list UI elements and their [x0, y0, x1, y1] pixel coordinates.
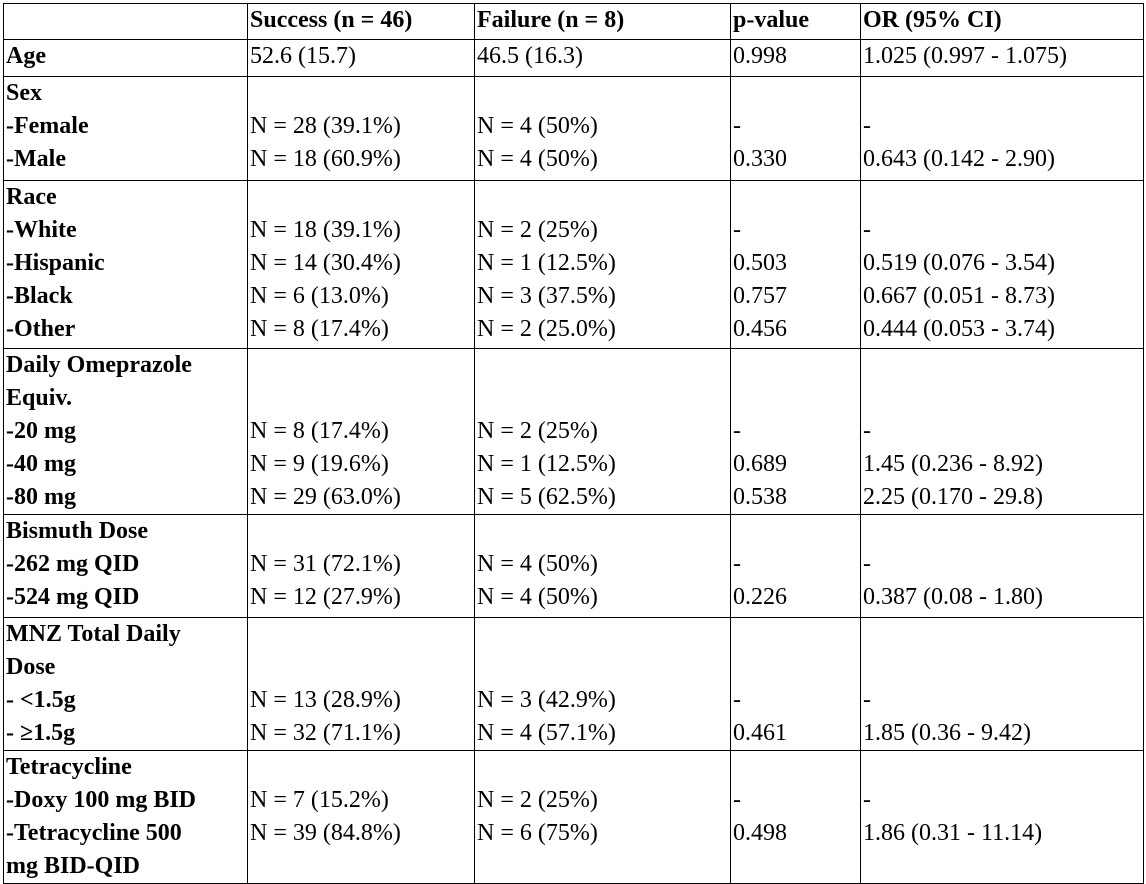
success-value: N = 8 (17.4%) [250, 316, 389, 342]
failure-value [477, 382, 728, 415]
odds-ratio-value [863, 751, 1141, 784]
label-line: Equiv. [6, 385, 73, 411]
table-row-omeprazole [4, 349, 1144, 515]
success-value: N = 9 (19.6%) [250, 451, 389, 477]
label-line: - <1.5g [6, 687, 76, 713]
row-label [4, 181, 248, 349]
odds-ratio-value: - [863, 687, 871, 713]
odds-ratio-value: 0.643 (0.142 - 2.90) [863, 146, 1055, 172]
label-line: Tetracycline [6, 754, 132, 780]
odds-ratio-value: 1.85 (0.36 - 9.42) [863, 720, 1031, 746]
success-cell [248, 349, 475, 515]
header-odds-ratio: OR (95% CI) [861, 4, 1144, 40]
label-line: -Other [6, 316, 76, 342]
failure-value [477, 751, 728, 784]
label-line: Dose [6, 654, 56, 680]
odds-ratio-value: 0.519 (0.076 - 3.54) [863, 250, 1055, 276]
odds-ratio-value: - [863, 113, 871, 139]
table-row-age [4, 40, 1144, 77]
header-row [4, 4, 1144, 40]
success-cell [248, 515, 475, 618]
label-line: -Black [6, 283, 73, 309]
label-line: - ≥1.5g [6, 720, 76, 746]
failure-value: N = 5 (62.5%) [477, 484, 616, 510]
success-cell [248, 40, 475, 77]
label-line: -Male [6, 146, 66, 172]
p-value: - [733, 217, 741, 243]
row-label [4, 40, 248, 77]
failure-value: N = 4 (50%) [477, 113, 598, 139]
p-value: 0.757 [733, 283, 787, 309]
odds-ratio-value: 2.25 (0.170 - 29.8) [863, 484, 1043, 510]
p-value-cell [731, 77, 861, 181]
p-value-cell [731, 751, 861, 884]
row-label [4, 751, 248, 884]
success-value: N = 29 (63.0%) [250, 484, 401, 510]
header-p-value: p-value [731, 4, 861, 40]
p-value: 0.998 [733, 43, 787, 69]
odds-ratio-cell [861, 618, 1144, 751]
failure-cell [475, 181, 731, 349]
success-cell [248, 77, 475, 181]
p-value [733, 618, 858, 651]
odds-ratio-value: 0.387 (0.08 - 1.80) [863, 584, 1043, 610]
label-line: Age [6, 43, 46, 69]
failure-value [477, 618, 728, 651]
success-value: N = 7 (15.2%) [250, 787, 389, 813]
failure-cell [475, 349, 731, 515]
failure-cell [475, 40, 731, 77]
odds-ratio-value [863, 651, 1141, 684]
success-cell [248, 618, 475, 751]
p-value: - [733, 551, 741, 577]
p-value: 0.498 [733, 820, 787, 846]
p-value [733, 850, 858, 883]
success-value: N = 6 (13.0%) [250, 283, 389, 309]
label-line: -262 mg QID [6, 551, 140, 577]
header-success: Success (n = 46) [248, 4, 475, 40]
failure-value: N = 1 (12.5%) [477, 250, 616, 276]
odds-ratio-value: - [863, 787, 871, 813]
label-line: Daily Omeprazole [6, 352, 192, 378]
failure-value: N = 3 (42.9%) [477, 687, 616, 713]
success-value [250, 77, 472, 110]
label-line: mg BID-QID [6, 853, 141, 879]
odds-ratio-value [863, 850, 1141, 883]
odds-ratio-value: 1.45 (0.236 - 8.92) [863, 451, 1043, 477]
failure-cell [475, 77, 731, 181]
label-line: Sex [6, 80, 42, 106]
failure-cell [475, 751, 731, 884]
success-value: N = 8 (17.4%) [250, 418, 389, 444]
odds-ratio-value [863, 349, 1141, 382]
odds-ratio-cell [861, 77, 1144, 181]
success-value: N = 13 (28.9%) [250, 687, 401, 713]
p-value: - [733, 113, 741, 139]
odds-ratio-cell [861, 40, 1144, 77]
p-value: 0.689 [733, 451, 787, 477]
p-value [733, 515, 858, 548]
failure-value [477, 651, 728, 684]
success-value [250, 515, 472, 548]
failure-value [477, 349, 728, 382]
p-value [733, 181, 858, 214]
p-value: 0.226 [733, 584, 787, 610]
odds-ratio-value: 0.667 (0.051 - 8.73) [863, 283, 1055, 309]
success-value: N = 14 (30.4%) [250, 250, 401, 276]
failure-value: N = 2 (25.0%) [477, 316, 616, 342]
success-cell [248, 751, 475, 884]
failure-value [477, 850, 728, 883]
p-value: 0.461 [733, 720, 787, 746]
failure-value: N = 2 (25%) [477, 418, 598, 444]
failure-cell [475, 515, 731, 618]
failure-value: N = 6 (75%) [477, 820, 598, 846]
success-value [250, 382, 472, 415]
p-value-cell [731, 181, 861, 349]
label-line: -20 mg [6, 418, 76, 444]
failure-value: N = 4 (50%) [477, 551, 598, 577]
odds-ratio-value [863, 515, 1141, 548]
failure-value: N = 1 (12.5%) [477, 451, 616, 477]
p-value: - [733, 687, 741, 713]
odds-ratio-value [863, 618, 1141, 651]
odds-ratio-value [863, 77, 1141, 110]
odds-ratio-value: - [863, 217, 871, 243]
odds-ratio-value: 1.025 (0.997 - 1.075) [863, 43, 1067, 69]
failure-value: N = 2 (25%) [477, 787, 598, 813]
row-label [4, 618, 248, 751]
p-value: 0.330 [733, 146, 787, 172]
row-label [4, 77, 248, 181]
odds-ratio-cell [861, 751, 1144, 884]
label-line: Race [6, 184, 57, 210]
p-value-cell [731, 349, 861, 515]
table-row-mnz [4, 618, 1144, 751]
odds-ratio-value: - [863, 418, 871, 444]
odds-ratio-cell [861, 181, 1144, 349]
results-table-container [3, 3, 1143, 879]
p-value-cell [731, 40, 861, 77]
p-value: 0.538 [733, 484, 787, 510]
success-cell [248, 181, 475, 349]
p-value [733, 651, 858, 684]
odds-ratio-value: - [863, 551, 871, 577]
success-value: N = 39 (84.8%) [250, 820, 401, 846]
p-value [733, 751, 858, 784]
success-value: N = 12 (27.9%) [250, 584, 401, 610]
success-value [250, 651, 472, 684]
p-value-cell [731, 515, 861, 618]
failure-value: N = 4 (57.1%) [477, 720, 616, 746]
header-variable [4, 4, 248, 40]
success-value: N = 32 (71.1%) [250, 720, 401, 746]
failure-value [477, 515, 728, 548]
label-line: -524 mg QID [6, 584, 140, 610]
odds-ratio-cell [861, 349, 1144, 515]
table-row-race [4, 181, 1144, 349]
odds-ratio-value: 0.444 (0.053 - 3.74) [863, 316, 1055, 342]
success-value [250, 751, 472, 784]
label-line: -White [6, 217, 77, 243]
failure-value: N = 4 (50%) [477, 584, 598, 610]
results-table [3, 3, 1144, 884]
odds-ratio-value: 1.86 (0.31 - 11.14) [863, 820, 1043, 846]
label-line: MNZ Total Daily [6, 621, 181, 647]
success-value [250, 349, 472, 382]
failure-cell [475, 618, 731, 751]
odds-ratio-value [863, 181, 1141, 214]
label-line: -Female [6, 113, 89, 139]
header-failure: Failure (n = 8) [475, 4, 731, 40]
p-value: 0.456 [733, 316, 787, 342]
failure-value: N = 4 (50%) [477, 146, 598, 172]
p-value: - [733, 787, 741, 813]
p-value: - [733, 418, 741, 444]
odds-ratio-value [863, 382, 1141, 415]
table-row-bismuth [4, 515, 1144, 618]
failure-value: 46.5 (16.3) [477, 43, 583, 69]
failure-value: N = 3 (37.5%) [477, 283, 616, 309]
label-line: -40 mg [6, 451, 76, 477]
success-value [250, 850, 472, 883]
label-line: -Tetracycline 500 [6, 820, 182, 846]
table-row-sex [4, 77, 1144, 181]
p-value-cell [731, 618, 861, 751]
success-value: N = 18 (39.1%) [250, 217, 401, 243]
failure-value: N = 2 (25%) [477, 217, 598, 243]
odds-ratio-cell [861, 515, 1144, 618]
p-value [733, 382, 858, 415]
table-row-tetracycline [4, 751, 1144, 884]
success-value [250, 181, 472, 214]
label-line: -80 mg [6, 484, 76, 510]
row-label [4, 515, 248, 618]
failure-value [477, 77, 728, 110]
row-label [4, 349, 248, 515]
failure-value [477, 181, 728, 214]
label-line: Bismuth Dose [6, 518, 149, 544]
label-line: -Doxy 100 mg BID [6, 787, 196, 813]
success-value: N = 28 (39.1%) [250, 113, 401, 139]
success-value: 52.6 (15.7) [250, 43, 356, 69]
p-value [733, 77, 858, 110]
label-line: -Hispanic [6, 250, 105, 276]
p-value [733, 349, 858, 382]
p-value: 0.503 [733, 250, 787, 276]
success-value [250, 618, 472, 651]
success-value: N = 18 (60.9%) [250, 146, 401, 172]
success-value: N = 31 (72.1%) [250, 551, 401, 577]
